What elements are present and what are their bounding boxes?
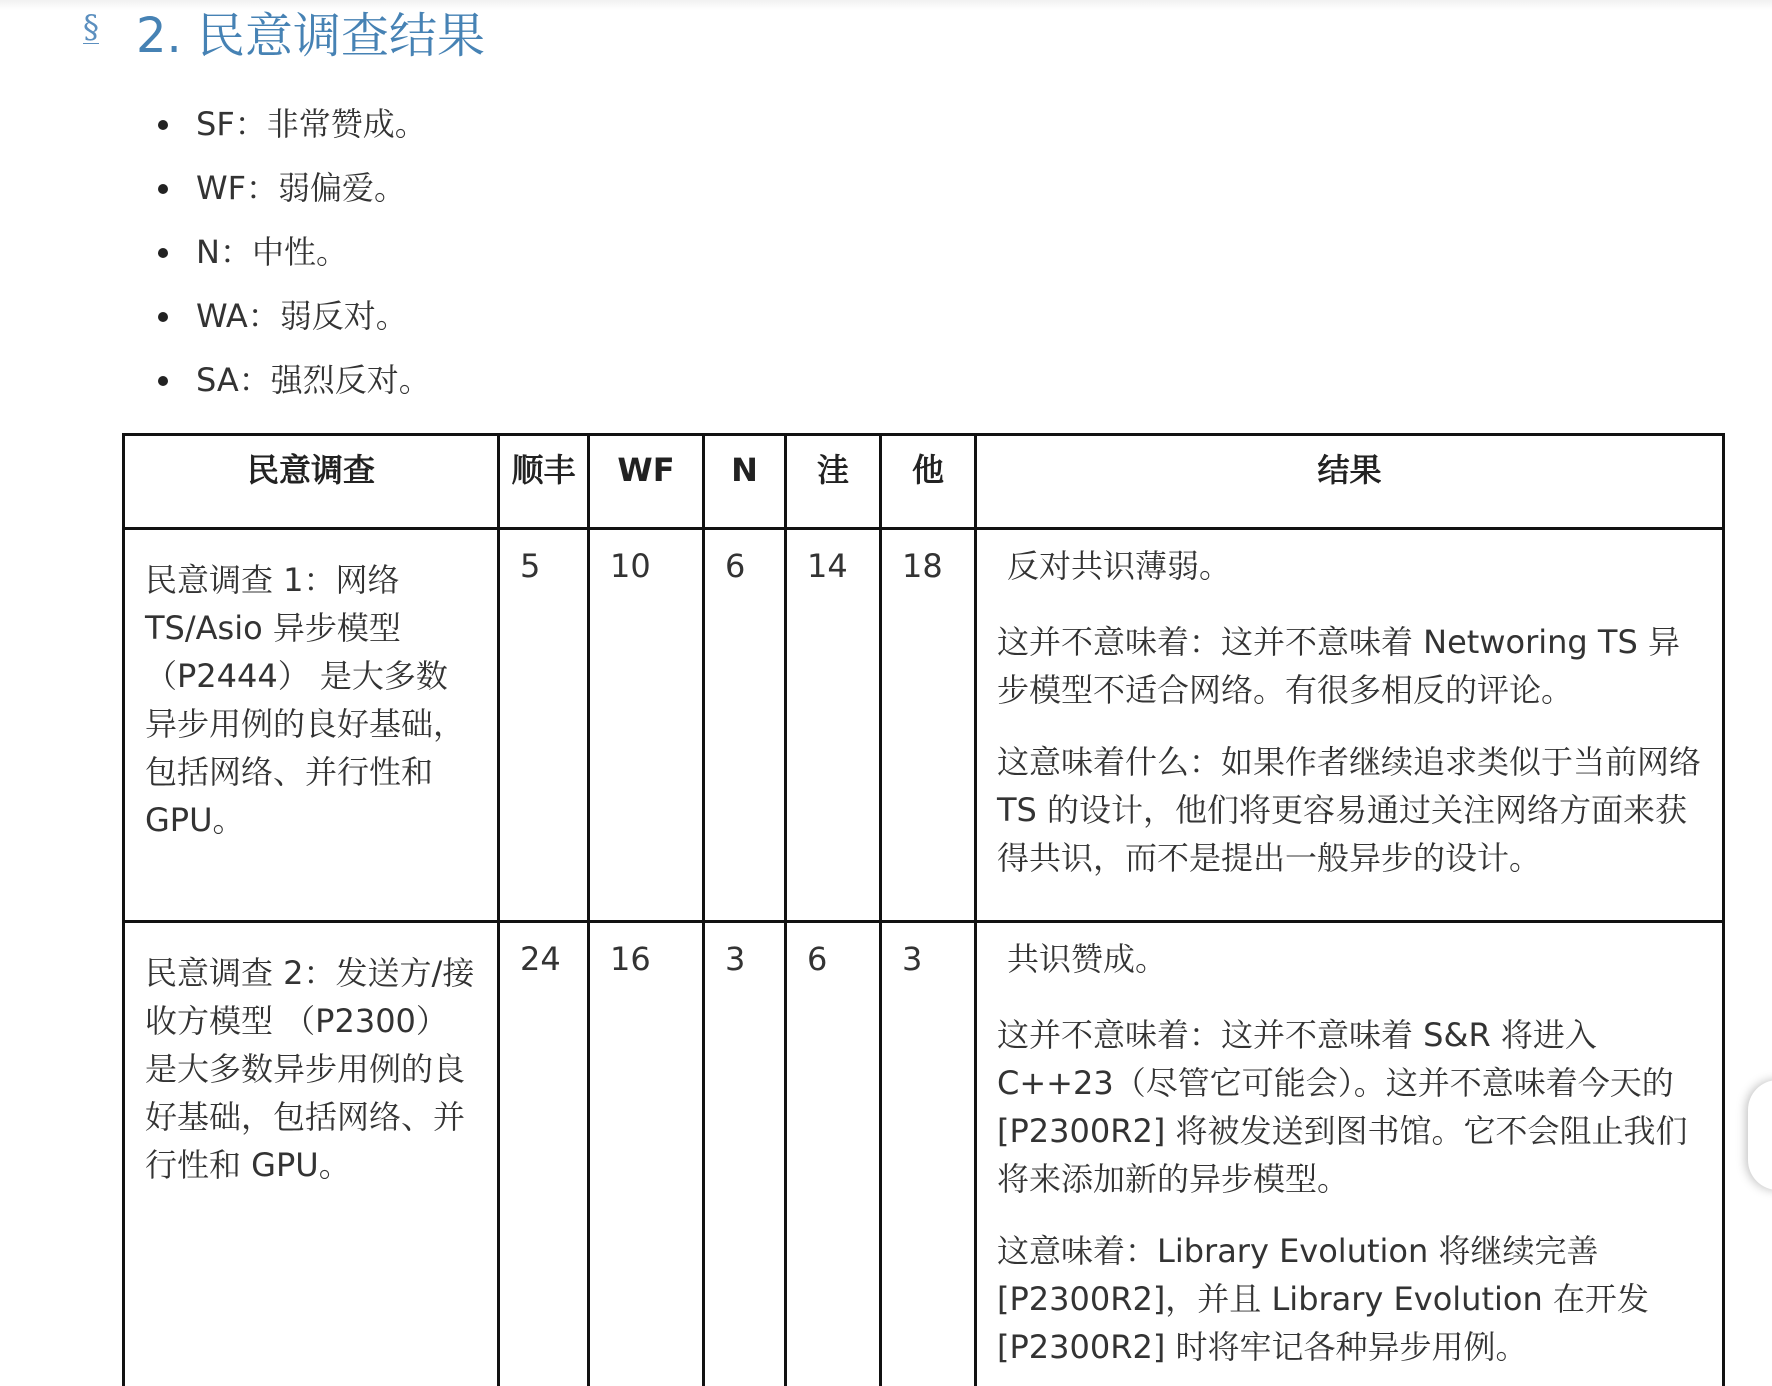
table-row [124, 529, 1724, 922]
legend-list [150, 96, 431, 416]
result-does-not-mean: 这并不意味着：这并不意味着 Networing TS 异步模型不适合网络。有很多相反的评论。 [997, 623, 1680, 709]
section-heading: 2. 民意调查结果 [136, 8, 486, 64]
count-sa: 3 [881, 922, 976, 1386]
result-means: 这意味着什么：如果作者继续追求类似于当前网络 TS 的设计，他们将更容易通过关注网络方面来获得共识，而不是提出一般异步的设计。 [997, 743, 1702, 877]
legend-item-wf: WF：弱偏爱。 [150, 160, 431, 224]
legend-item-sa: SA：强烈反对。 [150, 352, 431, 416]
count-n: 3 [704, 922, 786, 1386]
poll-description: 民意调查 1：网络 TS/Asio 异步模型 （P2444） 是大多数异步用例的良好基础，包括网络、并行性和 GPU。 [124, 529, 499, 922]
poll-result [976, 922, 1724, 1386]
header-wf: WF [589, 435, 704, 529]
result-means: 这意味着：Library Evolution 将继续完善 [P2300R2]，并且 Library Evolution 在开发 [P2300R2] 时将牢记各种异步用例。 [997, 1232, 1649, 1366]
header-sf: 顺丰 [499, 435, 589, 529]
count-n: 6 [704, 529, 786, 922]
count-wa: 6 [786, 922, 881, 1386]
count-wa: 14 [786, 529, 881, 922]
count-wf: 10 [589, 529, 704, 922]
result-summary: 共识赞成。 [1007, 940, 1168, 978]
header-wa: 洼 [786, 435, 881, 529]
header-n: N [704, 435, 786, 529]
floating-scroll-handle[interactable] [1748, 1080, 1772, 1190]
table-row [124, 922, 1724, 1386]
header-result: 结果 [976, 435, 1724, 529]
poll-result [976, 529, 1724, 922]
table-header-row [124, 435, 1724, 529]
result-does-not-mean: 这并不意味着：这并不意味着 S&R 将进入 C++23（尽管它可能会）。这并不意味着今天的 [P2300R2] 将被发送到图书馆。它不会阻止我们将来添加新的异步模型。 [997, 1016, 1688, 1198]
count-sa: 18 [881, 529, 976, 922]
section-anchor-link[interactable]: § [83, 8, 99, 46]
legend-item-wa: WA：弱反对。 [150, 288, 431, 352]
poll-results-table [122, 433, 1725, 1386]
legend-item-sf: SF：非常赞成。 [150, 96, 431, 160]
header-poll: 民意调查 [124, 435, 499, 529]
count-sf: 24 [499, 922, 589, 1386]
result-summary: 反对共识薄弱。 [1007, 547, 1232, 585]
count-sf: 5 [499, 529, 589, 922]
count-wf: 16 [589, 922, 704, 1386]
poll-description: 民意调查 2：发送方/接收方模型 （P2300） 是大多数异步用例的良好基础，包括网络、并行性和 GPU。 [124, 922, 499, 1386]
header-sa: 他 [881, 435, 976, 529]
legend-item-n: N：中性。 [150, 224, 431, 288]
